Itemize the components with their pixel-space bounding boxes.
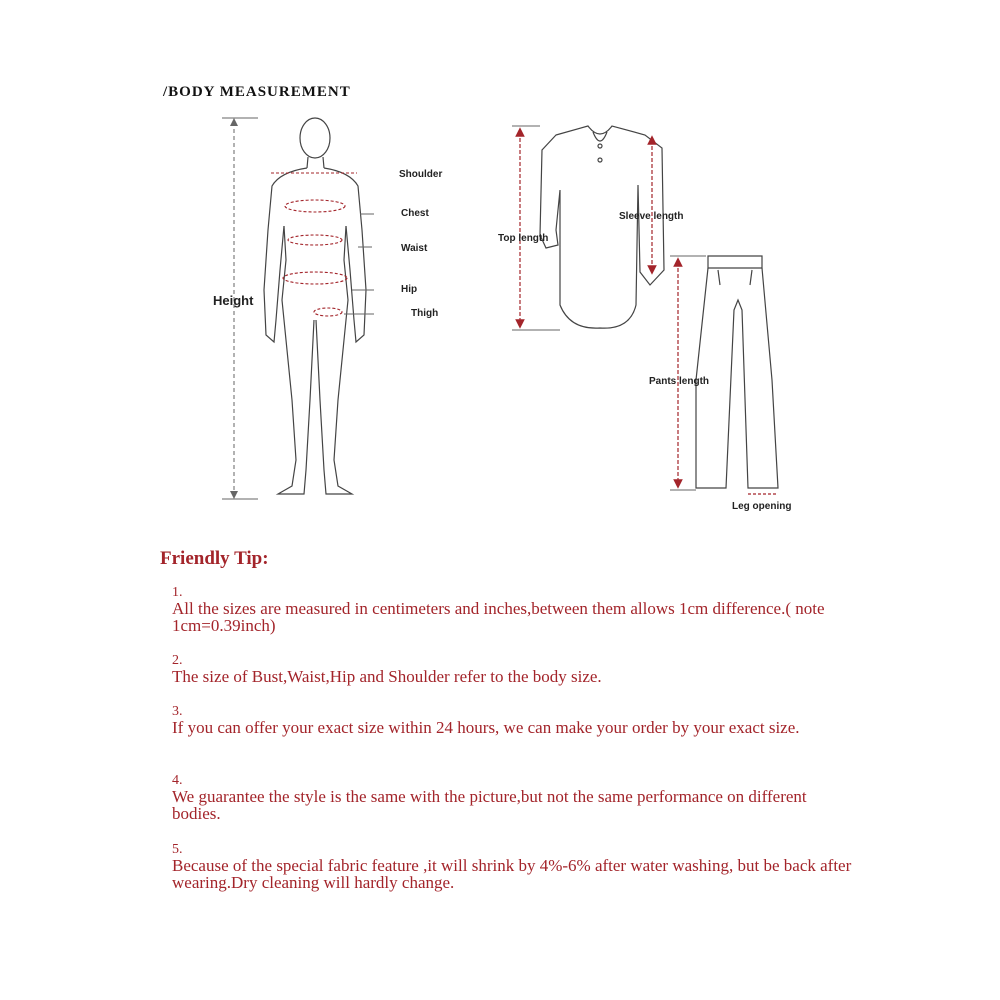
label-thigh: Thigh <box>411 308 439 319</box>
shirt-drawing <box>540 126 664 328</box>
label-leg-opening: Leg opening <box>732 501 792 512</box>
tip-number: 1. <box>172 585 183 600</box>
tip-item <box>172 843 852 891</box>
tip-item <box>172 705 852 736</box>
tip-number: 4. <box>172 773 183 788</box>
tip-text: Because of the special fabric feature ,it will shrink by 4%-6% after water washing, but be back after wearing.Dry cleaning will hardly change. <box>172 856 852 892</box>
top-length-arrow <box>512 126 560 330</box>
tip-item <box>172 654 852 685</box>
pants-drawing <box>696 256 778 488</box>
body-figure <box>264 118 366 494</box>
label-sleeve-length: Sleeve length <box>619 211 684 222</box>
pants-length-arrow <box>670 256 706 490</box>
body-measure-lines <box>271 173 357 316</box>
tip-text: If you can offer your exact size within 24 hours, we can make your order by your exact size. <box>172 718 800 737</box>
section-title: /BODY MEASUREMENT <box>163 84 351 100</box>
tip-text: The size of Bust,Waist,Hip and Shoulder refer to the body size. <box>172 667 602 686</box>
tip-number: 5. <box>172 842 183 857</box>
tip-item <box>172 774 852 822</box>
tip-number: 3. <box>172 704 183 719</box>
label-height: Height <box>213 293 254 308</box>
tip-text: All the sizes are measured in centimeters and inches,between them allows 1cm difference.( note 1cm=0.39inch) <box>172 599 825 635</box>
label-pants-length: Pants length <box>649 376 710 387</box>
height-arrow <box>222 118 258 499</box>
label-top-length: Top length <box>498 233 549 244</box>
label-waist: Waist <box>401 243 428 254</box>
tip-number: 2. <box>172 653 183 668</box>
label-hip: Hip <box>401 284 418 295</box>
tip-item <box>172 586 852 634</box>
tip-text: We guarantee the style is the same with the picture,but not the same performance on different bodies. <box>172 787 807 823</box>
friendly-tip-title: Friendly Tip: <box>160 548 269 569</box>
label-chest: Chest <box>401 208 429 219</box>
label-shoulder: Shoulder <box>399 169 443 180</box>
